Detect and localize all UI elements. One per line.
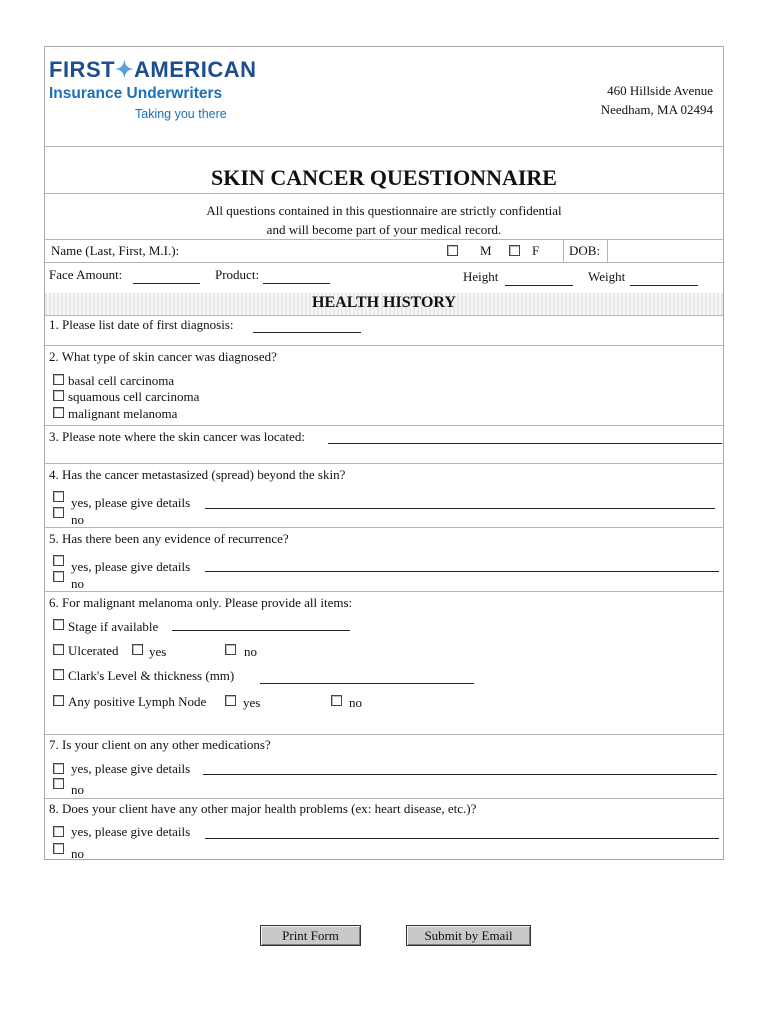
- q6-lymph-yes-checkbox[interactable]: [225, 695, 236, 706]
- form-frame: [44, 46, 724, 860]
- divider: [607, 240, 608, 262]
- divider: [45, 591, 723, 592]
- logo-word-american: AMERICAN: [134, 57, 257, 82]
- q5-no-checkbox[interactable]: [53, 571, 64, 582]
- divider: [45, 315, 723, 316]
- q6-ulcerated-no-checkbox[interactable]: [225, 644, 236, 655]
- q8-yes-checkbox[interactable]: [53, 826, 64, 837]
- q6-lymph-yes-label: yes: [243, 695, 261, 710]
- confidential-line-2: and will become part of your medical record.: [266, 222, 502, 237]
- q5-no-label: no: [71, 576, 84, 591]
- product-field[interactable]: [263, 283, 330, 284]
- company-logo: [49, 57, 257, 132]
- q2-option-basal: basal cell carcinoma: [68, 373, 175, 388]
- q7-no-checkbox[interactable]: [53, 778, 64, 789]
- q6-clarks-field[interactable]: [260, 683, 474, 684]
- q6-text: 6. For malignant melanoma only. Please provide all items:: [49, 595, 353, 610]
- q4-no-checkbox[interactable]: [53, 507, 64, 518]
- q6-ulcerated-checkbox[interactable]: [53, 644, 64, 655]
- q6-stage-checkbox[interactable]: [53, 619, 64, 630]
- q7-yes-checkbox[interactable]: [53, 763, 64, 774]
- company-address: [601, 83, 713, 118]
- weight-label: Weight: [588, 269, 626, 284]
- q2-text: 2. What type of skin cancer was diagnosed?: [49, 349, 277, 364]
- height-field[interactable]: [505, 285, 573, 286]
- address-line-2: Needham, MA 02494: [600, 102, 713, 117]
- q6-lymph-label: Any positive Lymph Node: [68, 694, 207, 709]
- q3-text: 3. Please note where the skin cancer was located:: [49, 429, 305, 444]
- q5-yes-label: yes, please give details: [71, 559, 191, 574]
- q1-text: 1. Please list date of first diagnosis:: [49, 317, 234, 332]
- dob-label: DOB:: [569, 243, 601, 258]
- divider: [45, 798, 723, 799]
- q8-yes-label: yes, please give details: [71, 824, 191, 839]
- divider: [45, 463, 723, 464]
- q2-melanoma-checkbox[interactable]: [53, 407, 64, 418]
- confidential-line-1: All questions contained in this questionnaire are strictly confidential: [206, 203, 562, 218]
- q6-ulcerated-yes-checkbox[interactable]: [132, 644, 143, 655]
- q4-details-field[interactable]: [205, 508, 715, 509]
- q2-basal-checkbox[interactable]: [53, 374, 64, 385]
- q5-text: 5. Has there been any evidence of recurrence?: [49, 531, 289, 546]
- divider: [45, 527, 723, 528]
- divider: [45, 262, 723, 263]
- logo-star-icon: ✦: [115, 57, 134, 82]
- q8-text: 8. Does your client have any other major health problems (ex: heart disease, etc.)?: [49, 801, 477, 816]
- q7-details-field[interactable]: [203, 774, 717, 775]
- face-amount-label: Face Amount:: [49, 267, 123, 282]
- female-checkbox[interactable]: [509, 245, 520, 256]
- weight-field[interactable]: [630, 285, 698, 286]
- male-checkbox[interactable]: [447, 245, 458, 256]
- confidential-notice: [45, 201, 723, 239]
- q2-squamous-checkbox[interactable]: [53, 390, 64, 401]
- divider: [45, 425, 723, 426]
- q6-ulcerated-no-label: no: [244, 644, 257, 659]
- name-field[interactable]: [195, 240, 430, 262]
- divider: [45, 146, 723, 147]
- q2-option-melanoma: malignant melanoma: [68, 406, 178, 421]
- submit-email-button[interactable]: Submit by Email: [406, 925, 531, 946]
- product-label: Product:: [215, 267, 260, 282]
- height-label: Height: [463, 269, 499, 284]
- q5-details-field[interactable]: [205, 571, 719, 572]
- q2-option-squamous: squamous cell carcinoma: [68, 389, 200, 404]
- name-label: Name (Last, First, M.I.):: [51, 243, 180, 258]
- page-title: SKIN CANCER QUESTIONNAIRE: [211, 165, 557, 190]
- q7-yes-label: yes, please give details: [71, 761, 191, 776]
- male-label: M: [480, 243, 492, 258]
- q1-date-field[interactable]: [253, 332, 361, 333]
- q4-text: 4. Has the cancer metastasized (spread) beyond the skin?: [49, 467, 346, 482]
- q3-location-field[interactable]: [328, 443, 722, 444]
- divider: [45, 193, 723, 194]
- dob-field[interactable]: [610, 240, 720, 262]
- q8-details-field[interactable]: [205, 838, 719, 839]
- address-line-1: 460 Hillside Avenue: [607, 83, 713, 98]
- logo-wordmark: [49, 57, 257, 83]
- logo-word-first: FIRST: [49, 57, 116, 82]
- female-label: F: [532, 243, 540, 258]
- q6-lymph-no-checkbox[interactable]: [331, 695, 342, 706]
- q6-ulcerated-yes-label: yes: [149, 644, 167, 659]
- face-amount-field[interactable]: [133, 283, 200, 284]
- q6-clarks-checkbox[interactable]: [53, 669, 64, 680]
- q6-lymph-no-label: no: [349, 695, 362, 710]
- divider: [563, 240, 564, 262]
- q8-no-checkbox[interactable]: [53, 843, 64, 854]
- q4-no-label: no: [71, 512, 84, 527]
- q6-stage-label: Stage if available: [68, 619, 159, 634]
- divider: [45, 345, 723, 346]
- q8-no-label: no: [71, 846, 84, 861]
- q6-lymph-checkbox[interactable]: [53, 695, 64, 706]
- divider: [45, 734, 723, 735]
- section-title: HEALTH HISTORY: [312, 294, 456, 311]
- q7-text: 7. Is your client on any other medications?: [49, 737, 271, 752]
- q5-yes-checkbox[interactable]: [53, 555, 64, 566]
- q6-ulcerated-label: Ulcerated: [68, 643, 119, 658]
- q7-no-label: no: [71, 782, 84, 797]
- q4-yes-checkbox[interactable]: [53, 491, 64, 502]
- print-form-button[interactable]: Print Form: [260, 925, 361, 946]
- logo-subtitle: Insurance Underwriters: [49, 85, 223, 102]
- q6-stage-field[interactable]: [172, 630, 350, 631]
- q4-yes-label: yes, please give details: [71, 495, 191, 510]
- logo-tagline: Taking you there: [135, 107, 227, 121]
- q6-clarks-label: Clark's Level & thickness (mm): [68, 668, 235, 683]
